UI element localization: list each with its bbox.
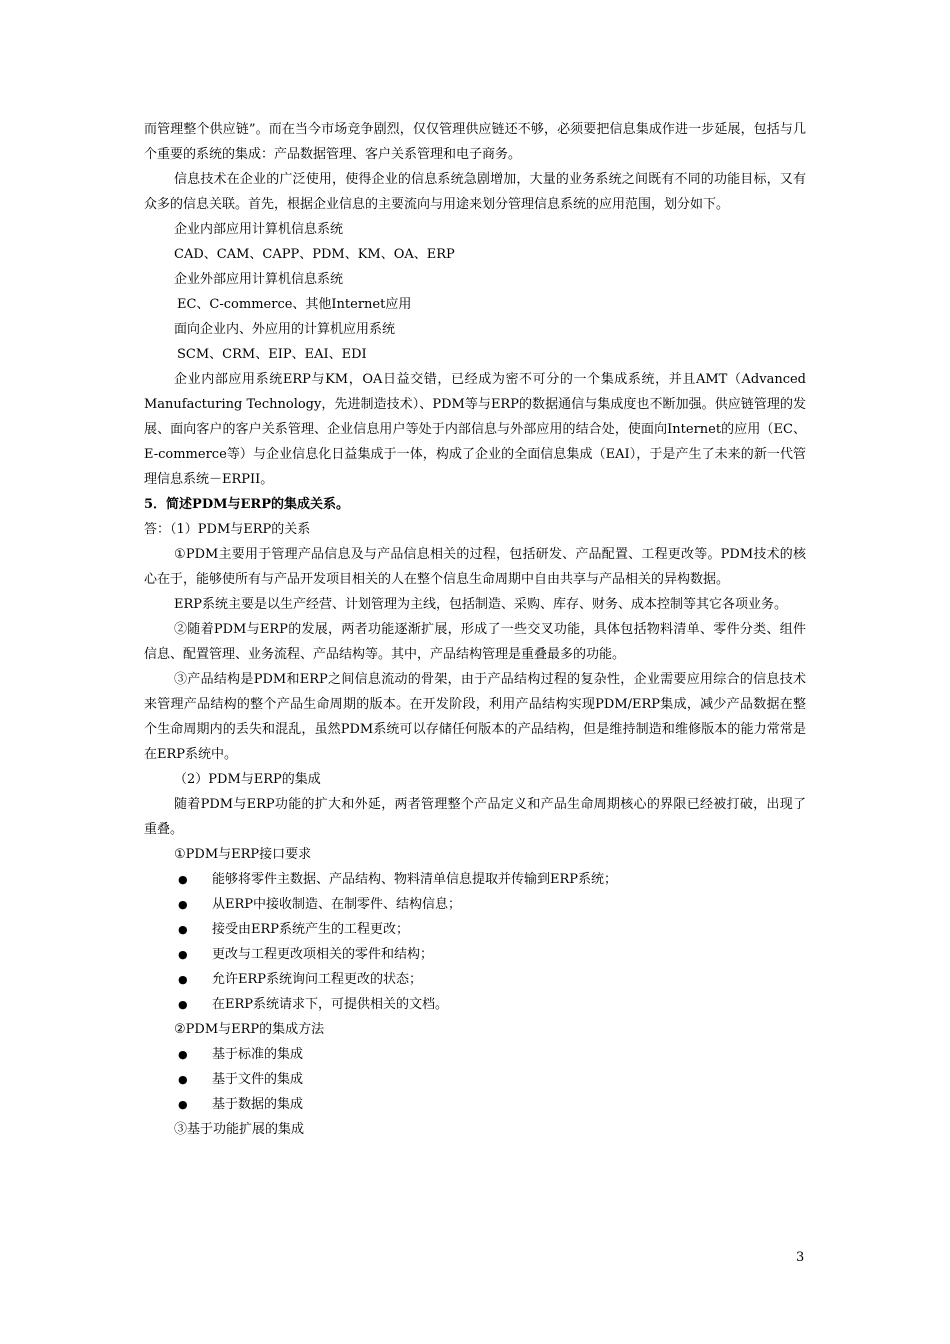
list-item: ● 在ERP系统请求下，可提供相关的文档。 [144, 992, 806, 1017]
paragraph-it-usage: 信息技术在企业的广泛使用，使得企业的信息系统急剧增加，大量的业务系统之间既有不同的功能目标，又有众多的信息关联。首先，根据企业信息的主要流向与用途来划分管理信息系统的应用范围，划分如下。 [144, 172, 806, 212]
question-heading: 5．简述PDM与ERP的集成关系。 [144, 497, 349, 512]
list-item: ● 能够将零件主数据、产品结构、物料清单信息提取并传输到ERP系统； [144, 867, 806, 892]
list-item: ● 基于文件的集成 [144, 1067, 806, 1092]
list-item: ● 基于数据的集成 [144, 1092, 806, 1117]
paragraph-erp-km-oa: 企业内部应用系统ERP与KM，OA日益交错，已经成为密不可分的一个集成系统，并且AMT（Advanced Manufacturing Technology，先进制造技术）、PDM等与ERP的数据通信与集成度也不断加强。供应链管理的发展、面向客户的客户关系管理、企业信息用户等处于内部信息与外部应用的结合处，使面向Internet的应用（EC、E-commerce等）与企业信息化日益集成于一体，构成了企业的全面信息集成（EAI），于是产生了未来的新一代管理信息系统－ERPII。 [144, 372, 806, 487]
paragraph-erp-definition: ERP系统主要是以生产经营、计划管理为主线，包括制造、采购、库存、财务、成本控制等其它各项业务。 [174, 597, 788, 612]
paragraph-supply-chain: 而管理整个供应链”。而在当今市场竞争剧烈，仅仅管理供应链还不够，必须要把信息集成作进一步延展，包括与几个重要的系统的集成：产品数据管理、客户关系管理和电子商务。 [144, 122, 806, 162]
paragraph-product-structure: ③产品结构是PDM和ERP之间信息流动的骨架，由于产品结构过程的复杂性，企业需要应用综合的信息技术来管理产品结构的整个产品生命周期的版本。在开发阶段，利用产品结构实现PDM/ERP集成，减少产品数据在整个生命周期内的丢失和混乱，虽然PDM系统可以存储任何版本的产品结构，但是维持制造和维修版本的能力常常是在ERP系统中。 [144, 672, 806, 762]
bullet-icon: ● [178, 923, 188, 936]
subheading-interface-requirements: ①PDM与ERP接口要求 [174, 847, 312, 862]
category-mixed-list: SCM、CRM、EIP、EAI、EDI [177, 347, 367, 362]
category-external: 企业外部应用计算机信息系统 [174, 272, 344, 287]
list-item: ● 更改与工程更改项相关的零件和结构； [144, 942, 806, 967]
category-internal: 企业内部应用计算机信息系统 [174, 222, 344, 237]
category-mixed: 面向企业内、外应用的计算机应用系统 [174, 322, 396, 337]
bullet-icon: ● [178, 898, 188, 911]
document-body [144, 117, 806, 1142]
page-number: 3 [796, 1250, 805, 1265]
bullet-icon: ● [178, 1098, 188, 1111]
list-item: ● 基于标准的集成 [144, 1042, 806, 1067]
bullet-icon: ● [178, 973, 188, 986]
paragraph-cross-functions: ②随着PDM与ERP的发展，两者功能逐渐扩展，形成了一些交叉功能，具体包括物料清单、零件分类、组件信息、配置管理、业务流程、产品结构等。其中，产品结构管理是重叠最多的功能。 [144, 622, 806, 662]
interface-requirements-list [144, 867, 806, 1017]
list-item: ● 从ERP中接收制造、在制零件、结构信息； [144, 892, 806, 917]
answer-section-1-heading: 答：（1）PDM与ERP的关系 [144, 522, 311, 537]
subheading-function-extension: ③基于功能扩展的集成 [174, 1122, 305, 1137]
subheading-integration-methods: ②PDM与ERP的集成方法 [174, 1022, 325, 1037]
category-internal-list: CAD、CAM、CAPP、PDM、KM、OA、ERP [174, 247, 455, 262]
category-external-list: EC、C-commerce、其他Internet应用 [177, 297, 412, 312]
list-item: ● 允许ERP系统询问工程更改的状态； [144, 967, 806, 992]
bullet-icon: ● [178, 873, 188, 886]
list-item: ● 接受由ERP系统产生的工程更改； [144, 917, 806, 942]
answer-section-2-heading: （2）PDM与ERP的集成 [174, 772, 321, 787]
bullet-icon: ● [178, 998, 188, 1011]
paragraph-overlap: 随着PDM与ERP功能的扩大和外延，两者管理整个产品定义和产品生命周期核心的界限已经被打破，出现了重叠。 [144, 797, 806, 837]
bullet-icon: ● [178, 1073, 188, 1086]
paragraph-pdm-definition: ①PDM主要用于管理产品信息及与产品信息相关的过程，包括研发、产品配置、工程更改等。PDM技术的核心在于，能够使所有与产品开发项目相关的人在整个信息生命周期中自由共享与产品相关的异构数据。 [144, 547, 806, 587]
integration-methods-list [144, 1042, 806, 1117]
bullet-icon: ● [178, 948, 188, 961]
bullet-icon: ● [178, 1048, 188, 1061]
